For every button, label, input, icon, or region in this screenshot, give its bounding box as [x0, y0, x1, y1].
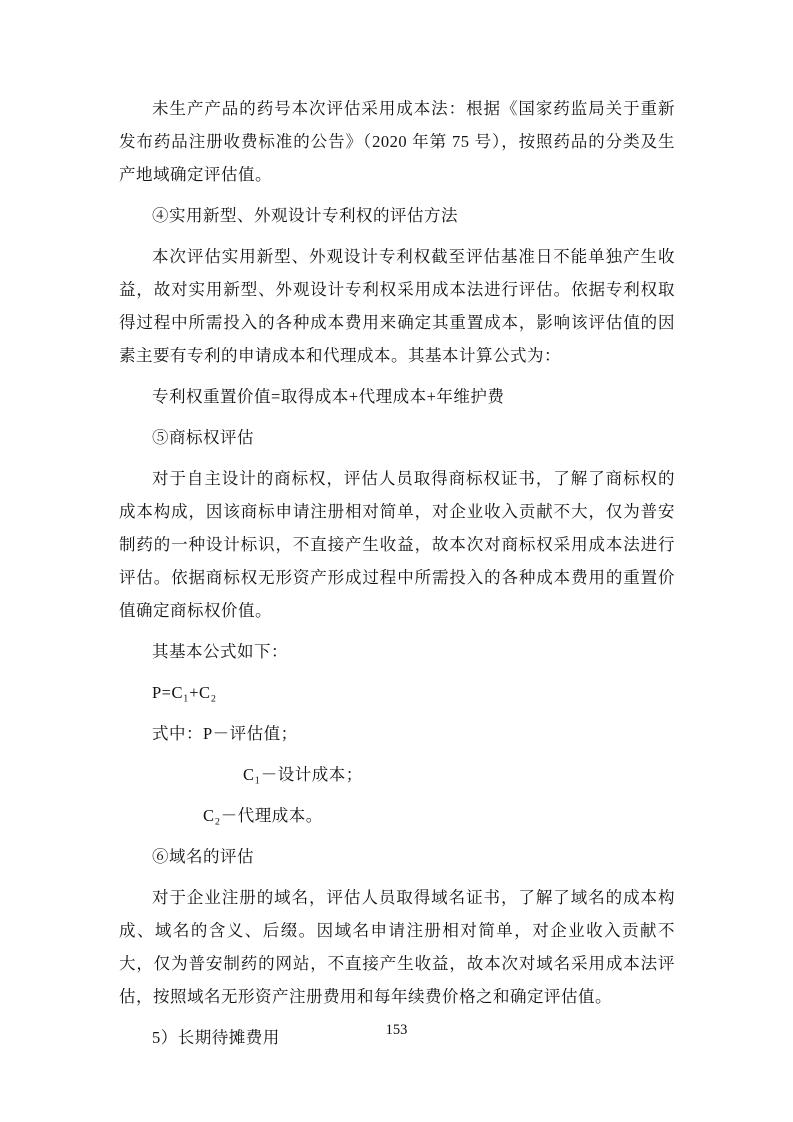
formula-p-equals-c1-plus-c2: P=C₁+C₂ — [152, 683, 217, 702]
paragraph-trademark-valuation: 对于自主设计的商标权，评估人员取得商标权证书，了解了商标权的成本构成，因该商标申请注册相对简单，对企业收入贡献不大，仅为普安制药的一种设计标识，不直接产生收益，故本次对商标权采用成本法进行评估。依据商标权无形资产形成过程中所需投入的各种成本费用的重置价值确定商标权价值。 — [119, 469, 675, 620]
heading-domain-name-valuation: ⑥域名的评估 — [152, 847, 254, 866]
formula-patent-replacement-value: 专利权重置价值=取得成本+代理成本+年维护费 — [152, 387, 505, 406]
page-number: 153 — [385, 1022, 408, 1038]
paragraph-drug-license-cost-method: 未生产产品的药号本次评估采用成本法：根据《国家药监局关于重新发布药品注册收费标准的公告》（2020 年第 75 号），按照药品的分类及生产地域确定评估值。 — [119, 99, 675, 184]
heading-trademark-valuation: ⑤商标权评估 — [152, 428, 254, 447]
paragraph-domain-name-valuation: 对于企业注册的域名，评估人员取得域名证书，了解了域名的成本构成、域名的含义、后缀。因域名申请注册相对简单，对企业收入贡献不大，仅为普安制药的网站，不直接产生收益，故本次对域名采用成本法评估，按照域名无形资产注册费用和每年续费价格之和确定评估值。 — [119, 888, 675, 1006]
line-c1-definition: C₁－设计成本； — [243, 765, 363, 784]
paragraph-patent-valuation: 本次评估实用新型、外观设计专利权截至评估基准日不能单独产生收益，故对实用新型、外观设计专利权采用成本法进行评估。依据专利权取得过程中所需投入的各种成本费用来确定其重置成本，影响该评估值的因素主要有专利的申请成本和代理成本。其基本计算公式为： — [119, 247, 675, 365]
line-c2-definition: C₂－代理成本。 — [203, 806, 323, 825]
document-body — [119, 92, 675, 1062]
line-basic-formula-intro: 其基本公式如下： — [152, 642, 288, 661]
heading-utility-model-design-patent: ④实用新型、外观设计专利权的评估方法 — [152, 206, 458, 225]
heading-long-term-deferred-expenses: 5）长期待摊费用 — [152, 1028, 280, 1047]
line-where-p-definition: 式中：P－评估值； — [152, 724, 298, 743]
